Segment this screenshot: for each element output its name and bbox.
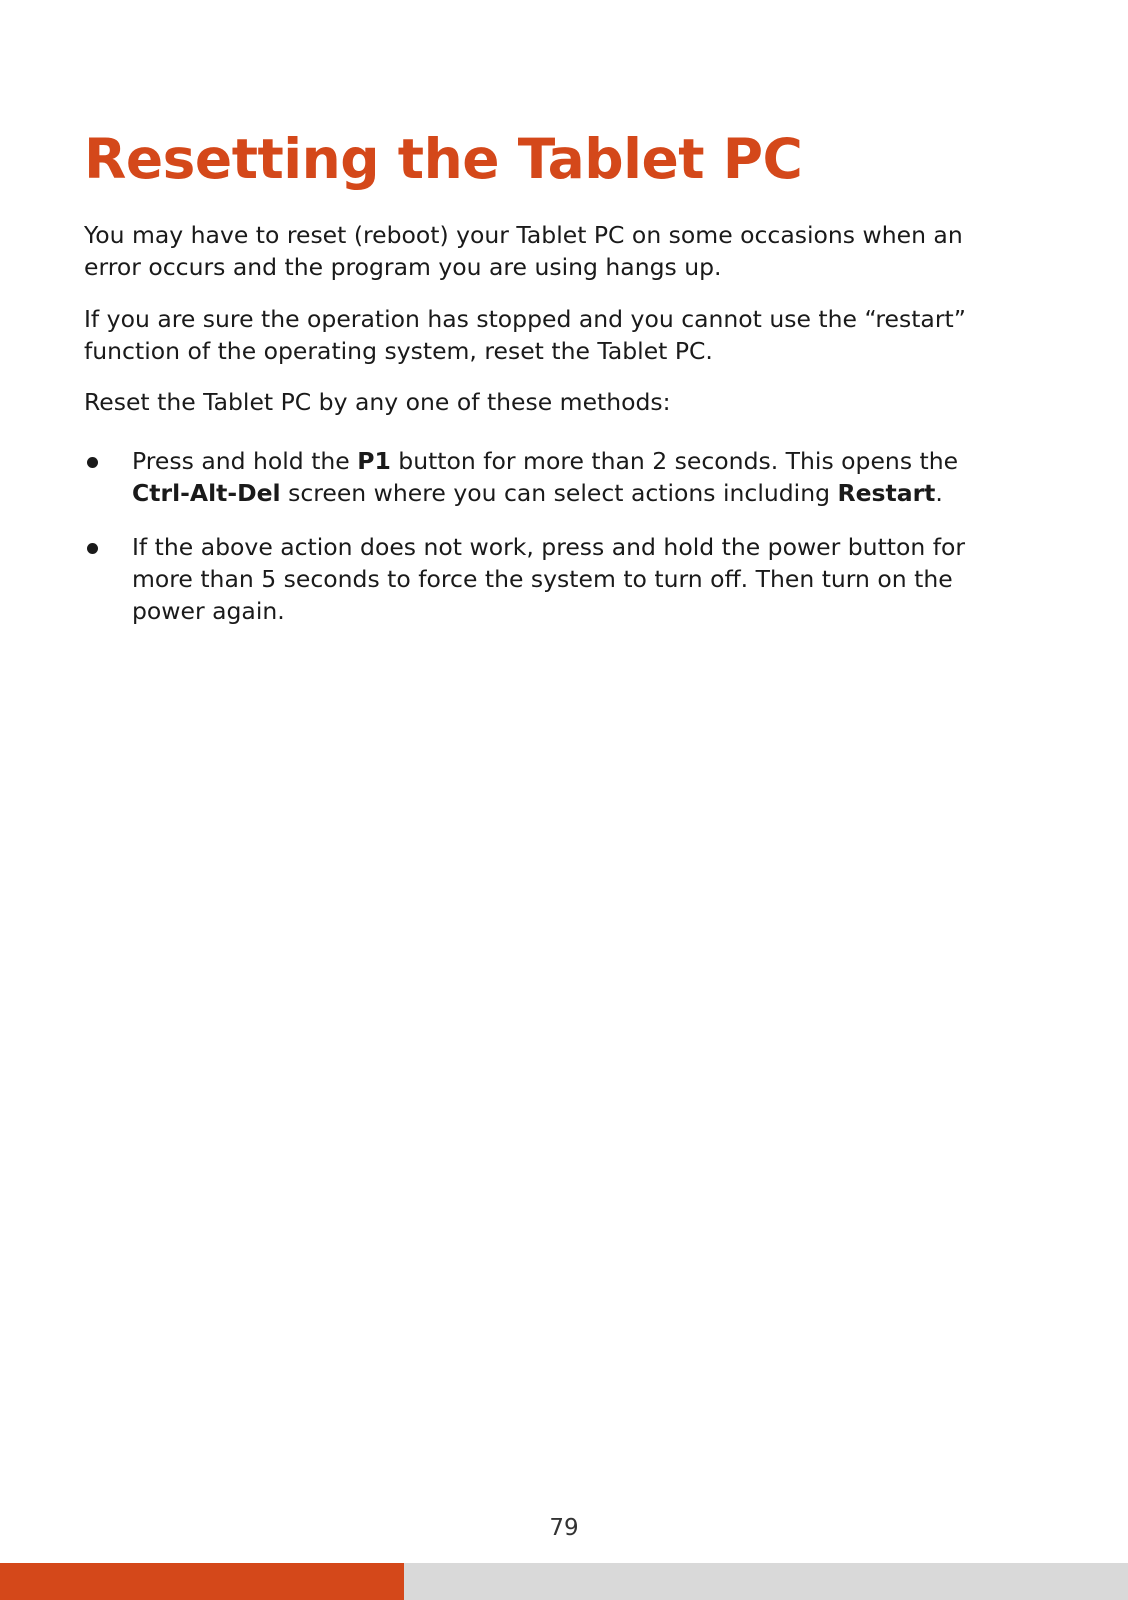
bullet-2-line-2: more than 5 seconds to force the system to turn off. Then turn on the (132, 565, 953, 593)
methods-line: Reset the Tablet PC by any one of these methods: (84, 388, 671, 416)
intro-line-1: You may have to reset (reboot) your Tablet PC on some occasions when an (84, 221, 963, 249)
bullet-1-line-1 (132, 445, 1044, 477)
footer-gray-bar (404, 1563, 1128, 1600)
footer-accent-bar (0, 1563, 404, 1600)
bullet-icon (87, 457, 98, 468)
intro-paragraph (84, 219, 1044, 283)
bullet-icon (87, 543, 98, 554)
ctrl-alt-del-name: Ctrl-Alt-Del (132, 479, 281, 507)
restart-action-name: Restart (837, 479, 936, 507)
restart-line-1: If you are sure the operation has stopped and you cannot use the “restart” (84, 305, 966, 333)
list-item (84, 445, 1044, 509)
methods-paragraph (84, 386, 1044, 418)
bullet-2-line-1: If the above action does not work, press and hold the power button for (132, 533, 966, 561)
bullet-1-text-b: button for more than 2 seconds. This opens the (390, 447, 959, 475)
restart-line-2: function of the operating system, reset the Tablet PC. (84, 337, 713, 365)
bullet-1-text-d: . (935, 479, 943, 507)
methods-list (84, 445, 1044, 649)
bullet-1-line-2 (132, 477, 1044, 509)
page-title: Resetting the Tablet PC (84, 127, 803, 191)
bullet-2-line-3: power again. (132, 597, 285, 625)
p1-button-name: P1 (357, 447, 391, 475)
list-item (84, 531, 1044, 627)
page-number: 79 (549, 1515, 579, 1541)
bullet-1-text-c: screen where you can select actions including (280, 479, 838, 507)
restart-paragraph (84, 303, 1044, 367)
bullet-1-text-a: Press and hold the (132, 447, 358, 475)
intro-line-2: error occurs and the program you are using hangs up. (84, 253, 722, 281)
